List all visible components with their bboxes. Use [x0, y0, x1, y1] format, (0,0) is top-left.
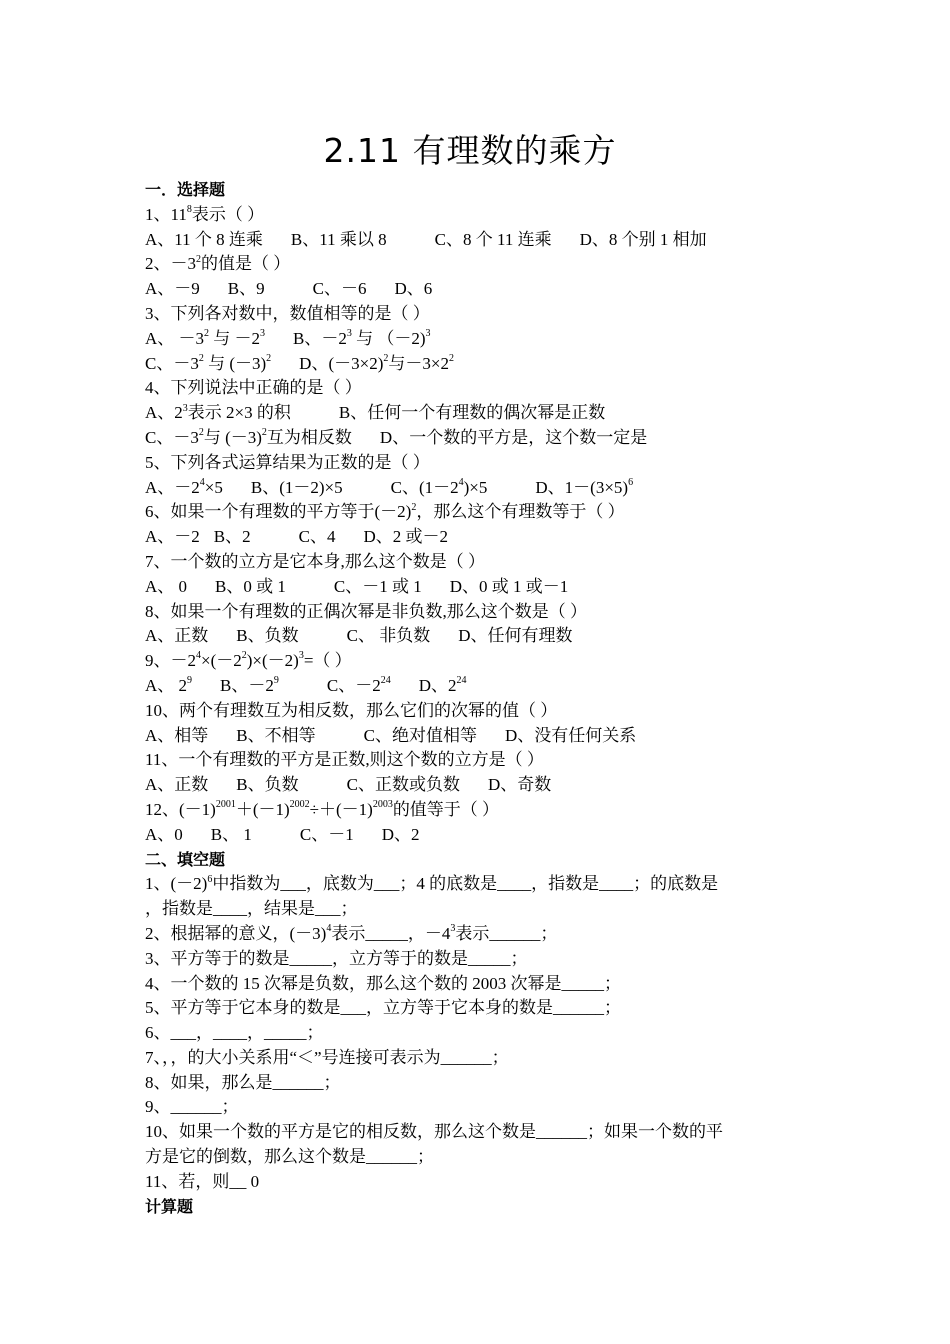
fill-2: 2、根据幂的意义，$(-3)^4$表示_____，$-4^3$表示______； — [145, 923, 558, 943]
question-5-options: A、$-2^4\times 5$ B、(1－2)×5 C、$(1-2^4)\times 5$ D、$1-(3\times 5)^6$ — [145, 476, 634, 497]
question-9: 9、$-2^4\times(-2^2)\times(-2)^3=$（ ） — [145, 650, 352, 671]
question-11-options: A、正数 B、负数 C、正数或负数 D、奇数 — [145, 775, 552, 795]
section-heading-fill: 二、填空题 — [145, 849, 226, 869]
fill-1-line-2: ，指数是____，结果是___； — [145, 899, 358, 919]
fill-1-line-1: 1、$(-2)^6$中指数为___，底数为___；4 的底数是____，指数是____；的底数是 — [145, 873, 719, 894]
question-4-options-ab: A、$2^3$表示 2×3 的积 B、任何一个有理数的偶次幂是正数 — [145, 402, 606, 423]
fill-3: 3、平方等于的数是_____，立方等于的数是_____； — [145, 948, 528, 968]
question-3-options-cd: C、$-3^2$ 与 $(-3)^2$ D、$(-3\times 2)^2$与$-3\times 2^2$ — [145, 352, 454, 373]
document-page — [145, 128, 825, 1219]
fill-10-line-2: 方是它的倒数，那么这个数是______； — [145, 1147, 434, 1167]
question-10-options: A、相等 B、不相等 C、绝对值相等 D、没有任何关系 — [145, 725, 637, 745]
question-8-options: A、正数 B、负数 C、 非负数 D、任何有理数 — [145, 626, 573, 646]
question-10: 10、两个有理数互为相反数，那么它们的次幂的值（ ） — [145, 700, 558, 720]
fill-7: 7、，，的大小关系用“＜”号连接可表示为______； — [145, 1047, 509, 1067]
question-1: 1、$11^8$表示（ ） — [145, 204, 265, 224]
question-4-options-cd: C、$-3^2$与 $(-3)^2$互为相反数 D、一个数的平方是，这个数一定是 — [145, 427, 648, 447]
question-4: 4、下列说法中正确的是（ ） — [145, 378, 362, 398]
question-3: 3、下列各对数中，数值相等的是（ ） — [145, 303, 430, 323]
question-8: 8、如果一个有理数的正偶次幂是非负数,那么这个数是（ ） — [145, 601, 587, 621]
fill-10-line-1: 10、如果一个数的平方是它的相反数，那么这个数是______；如果一个数的平 — [145, 1122, 723, 1142]
question-12-options: A、0 B、 1 C、－1 D、2 — [145, 824, 420, 844]
question-9-options: A、 $2^9$ B、$-2^9$ C、$-2^{24}$ D、$2^{24}$ — [145, 675, 467, 695]
section-heading-choice: 一．选择题 — [145, 180, 226, 199]
question-2: 2、$-3^2$的值是（ ） — [145, 253, 291, 274]
question-6-options: A、－2 B、2 C、4 D、2 或－2 — [145, 527, 448, 547]
question-5: 5、下列各式运算结果为正数的是（ ） — [145, 452, 430, 472]
question-2-options: A、－9 B、9 C、－6 D、6 — [145, 279, 433, 299]
fill-4: 4、一个数的 15 次幂是负数，那么这个数的 2003 次幂是_____； — [145, 973, 621, 993]
question-11: 11、一个有理数的平方是正数,则这个数的立方是（ ） — [145, 750, 544, 770]
page-title: 2.11 有理数的乘方 — [323, 131, 617, 170]
question-1-options: A、11 个 8 连乘 B、11 乘以 8 C、8 个 11 连乘 D、8 个别 1 相加 — [145, 229, 707, 249]
fill-8: 8、如果，那么是______； — [145, 1072, 341, 1092]
section-heading-calc: 计算题 — [145, 1196, 194, 1216]
question-7-options: A、 0 B、0 或 1 C、－1 或 1 D、0 或 1 或－1 — [145, 576, 569, 596]
fill-5: 5、平方等于它本身的数是___，立方等于它本身的数是______； — [145, 998, 621, 1018]
question-3-options-ab: A、 $-3^2$ 与 $-2^3$ B、$-2^3$ 与 （－2)$^3$ — [145, 328, 431, 348]
fill-9: 9、______； — [145, 1097, 239, 1117]
question-6: 6、如果一个有理数的平方等于$(-2)^2$，那么这个有理数等于（ ） — [145, 501, 625, 522]
fill-6: 6、___，____，_____； — [145, 1023, 324, 1043]
question-7: 7、一个数的立方是它本身,那么这个数是（ ） — [145, 551, 485, 571]
fill-11: 11、若，则__ 0 — [145, 1171, 260, 1191]
question-12: 12、$(-1)^{2001}+(-1)^{2002}\div+(-1)^{2003}$的值等于（ ） — [145, 799, 500, 819]
